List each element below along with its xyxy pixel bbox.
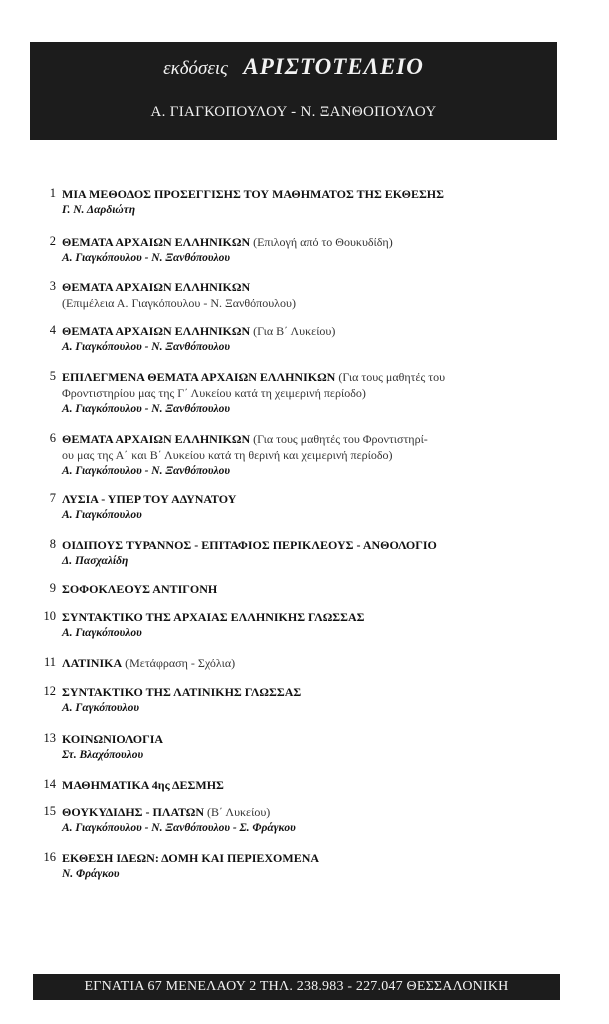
book-title: ΛΥΣΙΑ - ΥΠΕΡ ΤΟΥ ΑΔΥΝΑΤΟΥ (62, 492, 237, 506)
book-details (62, 581, 562, 597)
book-author: Α. Γιαγκόπουλου (62, 509, 142, 521)
book-title: ΕΠΙΛΕΓΜΕΝΑ ΘΕΜΑΤΑ ΑΡΧΑΙΩΝ ΕΛΛΗΝΙΚΩΝ (62, 370, 336, 384)
book-title: ΜΑΘΗΜΑΤΙΚΑ 4ης ΔΕΣΜΗΣ (62, 778, 224, 792)
book-title-line (62, 804, 562, 820)
book-details (62, 537, 562, 569)
book-author: Δ. Πασχαλίδη (62, 555, 129, 567)
book-author: Α. Γιαγκόπουλου - Ν. Ξανθόπουλου (62, 465, 230, 477)
header-authors: Α. ΓΙΑΓΚΟΠΟΥΛΟΥ - Ν. ΞΑΝΘΟΠΟΥΛΟΥ (150, 104, 437, 120)
book-details (62, 655, 562, 671)
book-number: 6 (49, 431, 56, 445)
book-title-line (62, 684, 562, 700)
book-note: (Β΄ Λυκείου) (204, 805, 271, 819)
book-author: Ν. Φράγκου (62, 868, 120, 880)
book-note-continued: ου μας της Α΄ και Β΄ Λυκείου κατά τη θερινή και χειμερινή περίοδο) (62, 448, 393, 462)
book-details (62, 186, 562, 218)
book-number: 15 (43, 804, 56, 818)
book-title: ΛΑΤΙΝΙΚΑ (62, 656, 123, 670)
book-title-line (62, 234, 562, 250)
book-number: 1 (49, 186, 56, 200)
book-title: ΟΙΔΙΠΟΥΣ ΤΥΡΑΝΝΟΣ - ΕΠΙΤΑΦΙΟΣ ΠΕΡΙΚΛΕΟΥΣ - ΑΝΘΟΛΟΓΙΟ (62, 538, 437, 552)
book-note: (Επιλογή από το Θουκυδίδη) (250, 235, 393, 249)
footer-address: ΕΓΝΑΤΙΑ 67 ΜΕΝΕΛΑΟΥ 2 ΤΗΛ. 238.983 - 227.047 ΘΕΣΣΑΛΟΝΙΚΗ (33, 974, 560, 1000)
book-details (62, 609, 562, 641)
book-note: (Για Β΄ Λυκείου) (250, 324, 336, 338)
book-title: ΣΥΝΤΑΚΤΙΚΟ ΤΗΣ ΛΑΤΙΝΙΚΗΣ ΓΛΩΣΣΑΣ (62, 685, 302, 699)
book-details (62, 369, 562, 417)
book-title-line (62, 369, 562, 385)
book-details (62, 279, 562, 311)
book-number: 16 (43, 850, 56, 864)
book-title-line (62, 581, 562, 597)
book-number: 11 (43, 655, 56, 669)
book-number: 8 (49, 537, 56, 551)
book-note: (Για τους μαθητές του Φροντιστηρί- (250, 432, 428, 446)
book-number: 5 (49, 369, 56, 383)
book-details (62, 850, 562, 882)
book-number: 14 (43, 777, 56, 791)
book-author: Α. Γιαγκόπουλου - Ν. Ξανθόπουλου (62, 403, 230, 415)
book-details (62, 731, 562, 763)
book-details (62, 684, 562, 716)
book-title-line (62, 777, 562, 793)
book-title: ΕΚΘΕΣΗ ΙΔΕΩΝ: ΔΟΜΗ ΚΑΙ ΠΕΡΙΕΧΟΜΕΝΑ (62, 851, 320, 865)
book-title: ΜΙΑ ΜΕΘΟΔΟΣ ΠΡΟΣΕΓΓΙΣΗΣ ΤΟΥ ΜΑΘΗΜΑΤΟΣ ΤΗΣ ΕΚΘΕΣΗΣ (62, 187, 444, 201)
book-title-line (62, 431, 562, 447)
book-title: ΘΕΜΑΤΑ ΑΡΧΑΙΩΝ ΕΛΛΗΝΙΚΩΝ (62, 324, 251, 338)
book-title-line (62, 655, 562, 671)
book-number: 12 (43, 684, 56, 698)
book-title: ΘΕΜΑΤΑ ΑΡΧΑΙΩΝ ΕΛΛΗΝΙΚΩΝ (62, 280, 251, 294)
book-details (62, 491, 562, 523)
book-details (62, 431, 562, 479)
book-note-continued: Φροντιστηρίου μας της Γ΄ Λυκείου κατά τη χειμερινή περίοδο) (62, 386, 366, 400)
book-details (62, 234, 562, 266)
publisher-prefix: εκδόσεις (163, 58, 228, 79)
book-title-line (62, 537, 562, 553)
book-author: Α. Γιαγκόπουλου - Ν. Ξανθόπουλου - Σ. Φράγκου (62, 822, 296, 834)
book-number: 3 (49, 279, 56, 293)
book-details (62, 777, 562, 793)
book-title-line (62, 731, 562, 747)
book-number: 4 (49, 323, 56, 337)
book-details (62, 323, 562, 355)
publisher-header (30, 42, 557, 140)
book-title: ΚΟΙΝΩΝΙΟΛΟΓΙΑ (62, 732, 164, 746)
book-title: ΘΟΥΚΥΔΙΔΗΣ - ΠΛΑΤΩΝ (62, 805, 205, 819)
book-author: Α. Γιαγκόπουλου (62, 627, 142, 639)
book-title: ΘΕΜΑΤΑ ΑΡΧΑΙΩΝ ΕΛΛΗΝΙΚΩΝ (62, 235, 251, 249)
book-title-line (62, 279, 562, 295)
book-number: 2 (49, 234, 56, 248)
book-note-continued: (Επιμέλεια Α. Γιαγκόπουλου - Ν. Ξανθόπουλου) (62, 296, 296, 310)
book-title-line (62, 850, 562, 866)
book-title-line (62, 186, 562, 202)
book-note: (Για τους μαθητές του (335, 370, 446, 384)
book-details (62, 804, 562, 836)
book-title: ΣΟΦΟΚΛΕΟΥΣ ΑΝΤΙΓΟΝΗ (62, 582, 218, 596)
book-title: ΣΥΝΤΑΚΤΙΚΟ ΤΗΣ ΑΡΧΑΙΑΣ ΕΛΛΗΝΙΚΗΣ ΓΛΩΣΣΑΣ (62, 610, 365, 624)
book-title-line (62, 323, 562, 339)
book-number: 9 (49, 581, 56, 595)
book-author: Α. Γαγκόπουλου (62, 702, 139, 714)
book-note: (Μετάφραση - Σχόλια) (122, 656, 236, 670)
book-author: Α. Γιαγκόπουλου - Ν. Ξανθόπουλου (62, 341, 230, 353)
book-title: ΘΕΜΑΤΑ ΑΡΧΑΙΩΝ ΕΛΛΗΝΙΚΩΝ (62, 432, 251, 446)
book-title-line (62, 491, 562, 507)
book-author: Α. Γιαγκόπουλου - Ν. Ξανθόπουλου (62, 252, 230, 264)
publisher-brand (30, 54, 557, 80)
book-author: Στ. Βλαχόπουλου (62, 749, 144, 761)
book-title-line (62, 609, 562, 625)
book-number: 7 (49, 491, 56, 505)
book-author: Γ. Ν. Δαρδιώτη (62, 204, 136, 216)
book-number: 13 (43, 731, 56, 745)
publisher-name: ΑΡΙΣΤΟΤΕΛΕΙΟ (243, 54, 424, 79)
book-number: 10 (43, 609, 56, 623)
